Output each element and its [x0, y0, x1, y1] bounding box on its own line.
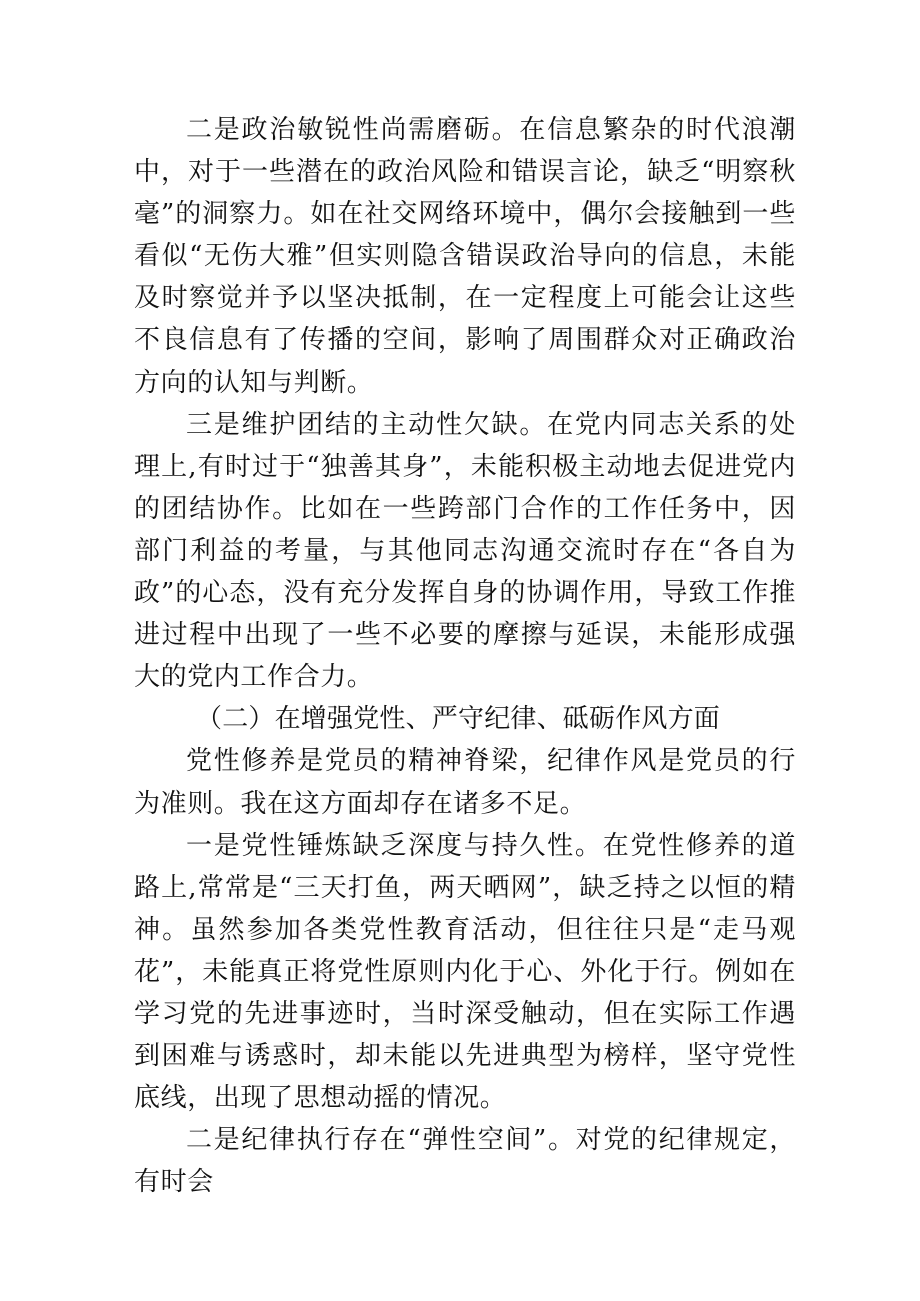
paragraph-party-spirit: 一是党性锤炼缺乏深度与持久性。在党性修养的道路上,常常是“三天打鱼，两天晒网”，缺乏持之以恒的精神。虽然参加各类党性教育活动，但往往只是“走马观花”，未能真正将党性原则内化于心、外化于行。例如在学习党的先进事迹时，当时深受触动，但在实际工作遇到困难与诱惑时，却未能以先进典型为榜样，坚守党性底线，出现了思想动摇的情况。	[134, 830, 796, 1114]
document-body	[134, 109, 796, 1203]
paragraph-unity-initiative: 三是维护团结的主动性欠缺。在党内同志关系的处理上,有时过于“独善其身”，未能积极主动地去促进党内的团结协作。比如在一些跨部门合作的工作任务中，因部门利益的考量，与其他同志沟通交流时存在“各自为政”的心态，没有充分发挥自身的协调作用，导致工作推进过程中出现了一些不必要的摩擦与延误，未能形成强大的党内工作合力。	[134, 409, 796, 693]
paragraph-section-intro: 党性修养是党员的精神脊梁，纪律作风是党员的行为准则。我在这方面却存在诸多不足。	[134, 746, 796, 819]
paragraph-political-sensitivity: 二是政治敏锐性尚需磨砺。在信息繁杂的时代浪潮中，对于一些潜在的政治风险和错误言论，缺乏“明察秋毫”的洞察力。如在社交网络环境中，偶尔会接触到一些看似“无伤大雅”但实则隐含错误政治导向的信息，未能及时察觉并予以坚决抵制，在一定程度上可能会让这些不良信息有了传播的空间，影响了周围群众对正确政治方向的认知与判断。	[134, 115, 796, 398]
paragraph-discipline: 二是纪律执行存在“弹性空间”。对党的纪律规定，有时会	[134, 1125, 796, 1198]
section-heading: （二）在增强党性、严守纪律、砥砺作风方面	[196, 704, 721, 735]
